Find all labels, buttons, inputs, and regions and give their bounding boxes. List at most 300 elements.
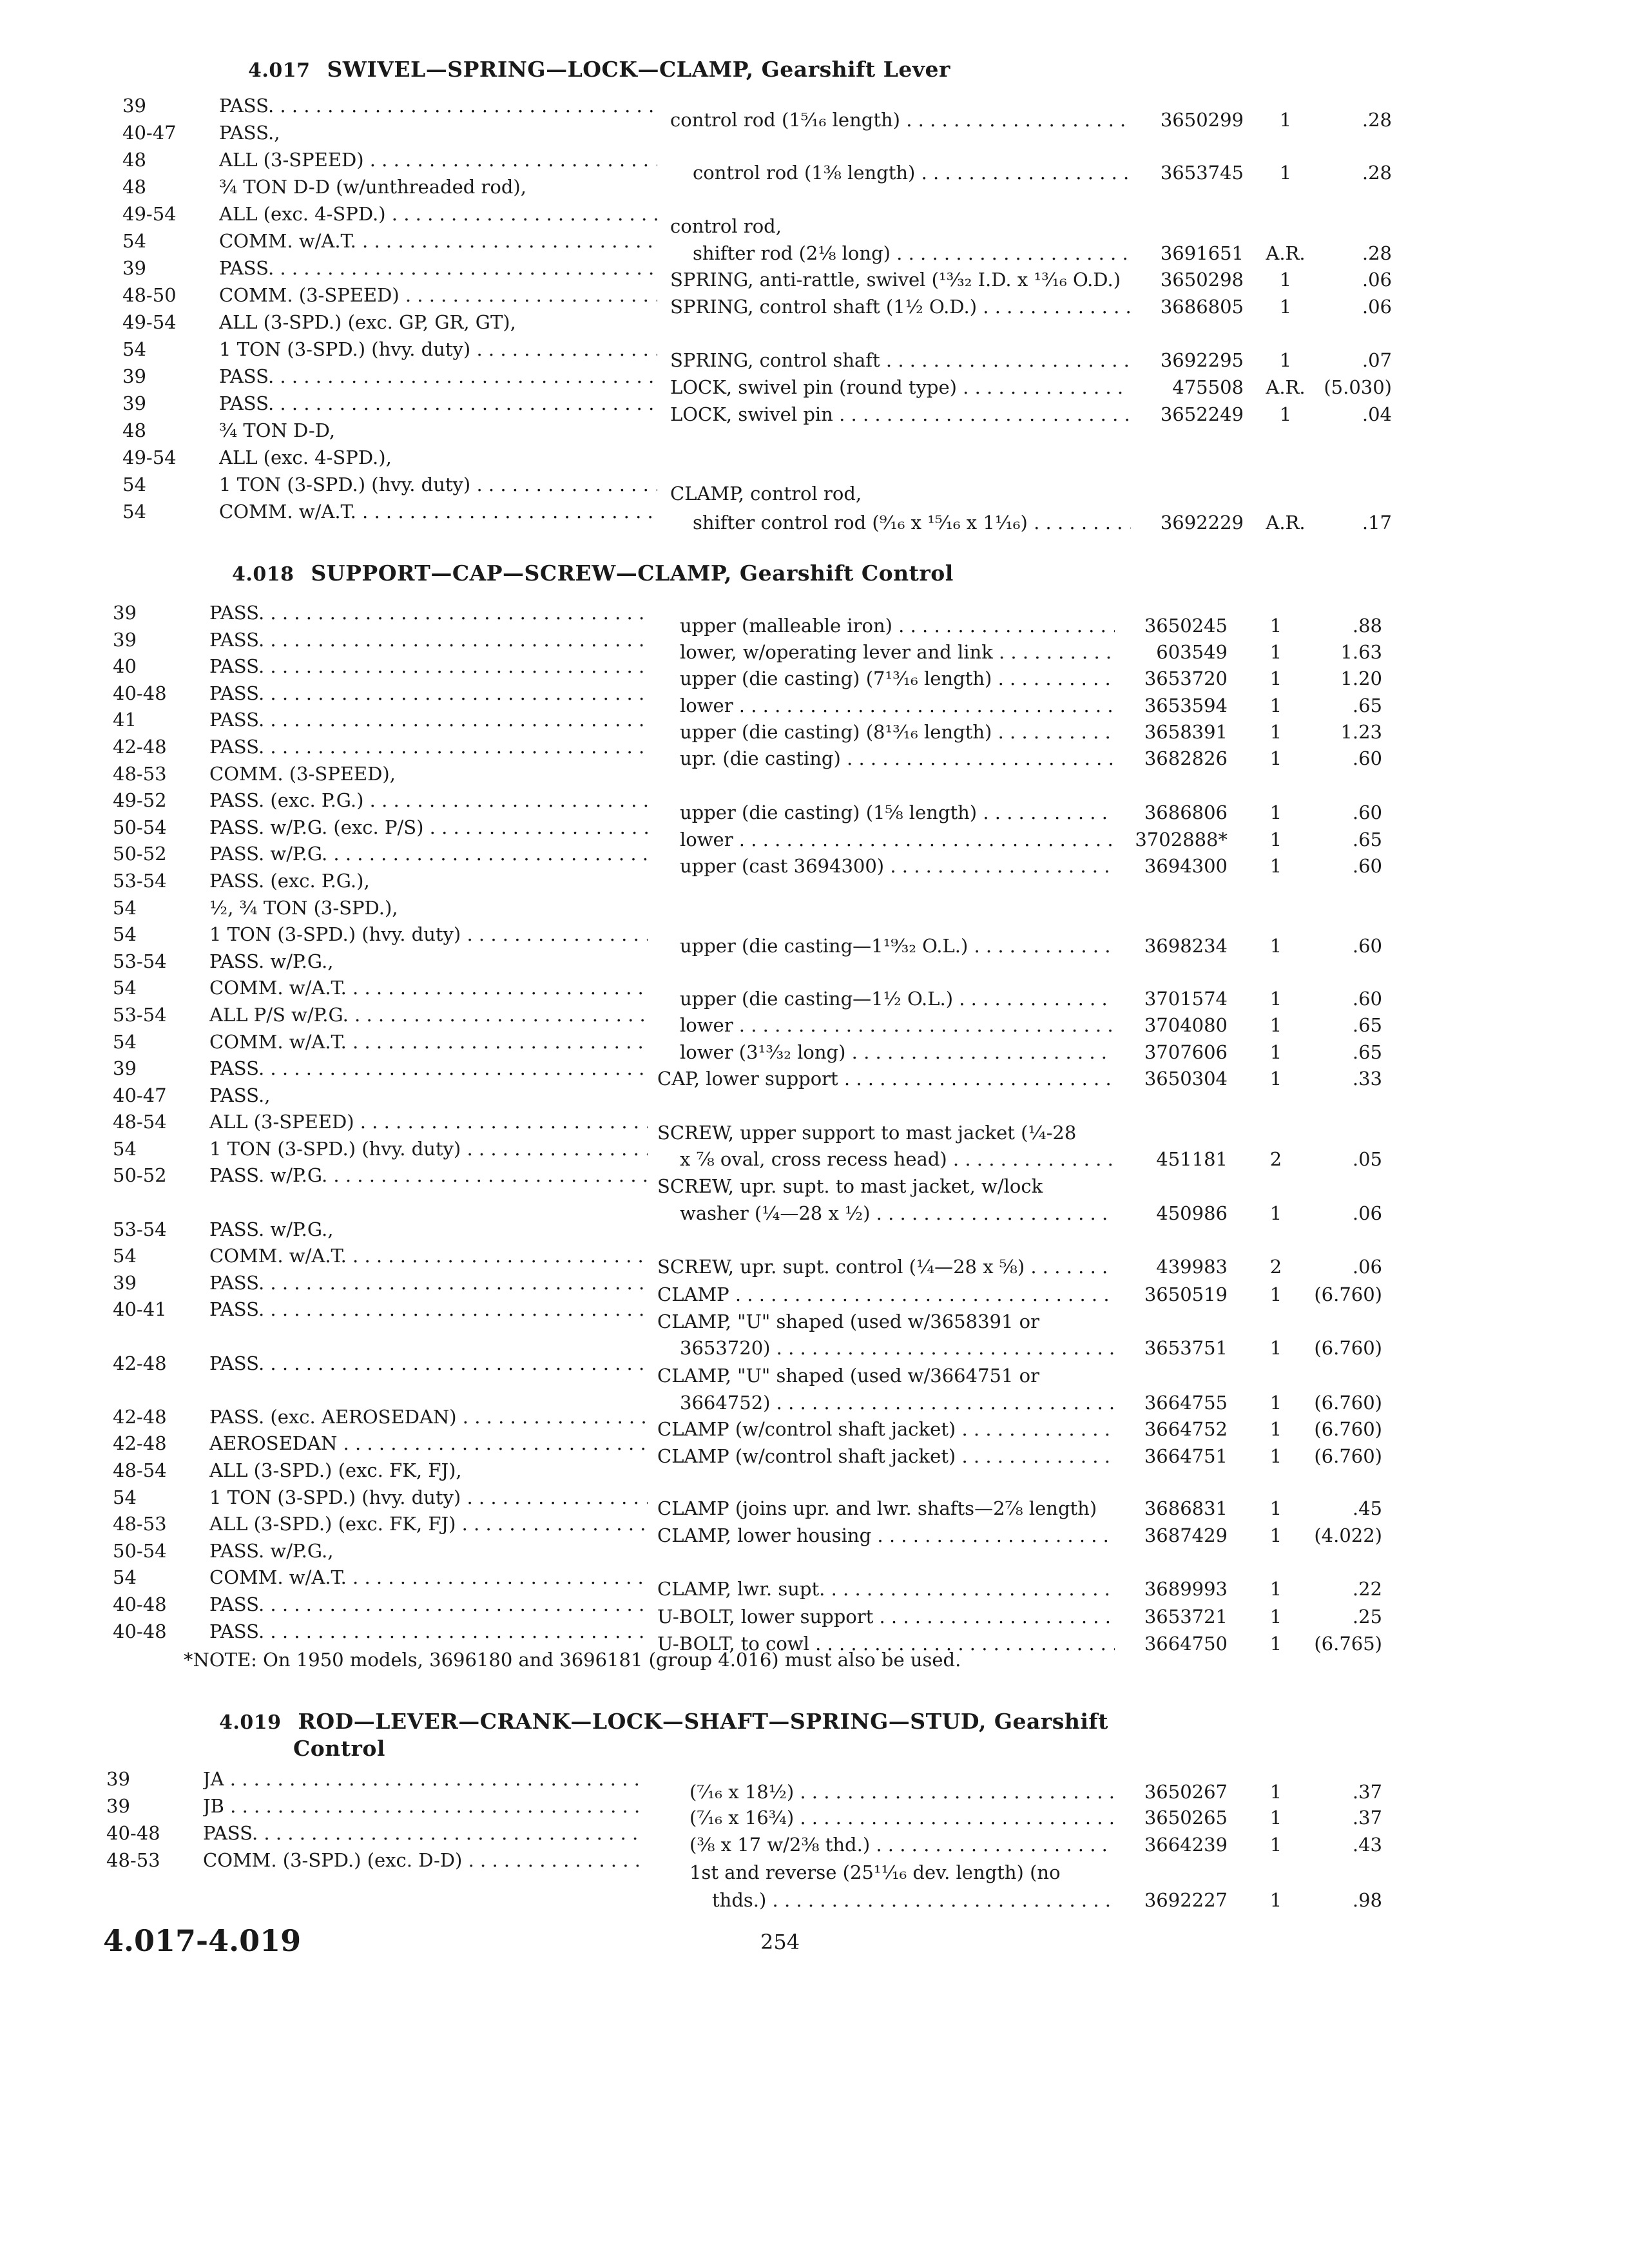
part-row (657, 1522, 1418, 1549)
part-number: 451181 (1156, 1148, 1228, 1170)
part-quantity: 1 (1269, 1834, 1282, 1856)
model-year: 54 (113, 977, 137, 999)
model-row (113, 894, 641, 921)
model-name: ½, ¾ TON (3-SPD.), (209, 896, 398, 919)
part-description: lower . . . (657, 692, 1115, 719)
model-row (113, 787, 641, 814)
model-name: PASS. w/P.G. (exc. P/S) . . . (209, 814, 648, 841)
model-name: PASS. . . . (209, 1591, 648, 1618)
model-row (113, 974, 641, 1001)
part-row (689, 1831, 1418, 1858)
model-row (106, 1792, 635, 1820)
part-number: 3653745 (1160, 162, 1244, 184)
part-description: upper (die casting) (8¹³⁄₁₆ length) . . . (657, 718, 1115, 745)
model-year: 48 (122, 419, 146, 441)
model-name: ¾ TON D-D, (219, 419, 336, 441)
part-number: 3653721 (1144, 1606, 1228, 1628)
part-price: .65 (1352, 695, 1382, 716)
part-number: 3650299 (1160, 109, 1244, 131)
part-row (657, 1253, 1418, 1280)
part-quantity: A.R. (1266, 512, 1306, 533)
part-description: 3653720) . . . (657, 1334, 1115, 1361)
part-quantity: 1 (1269, 1283, 1282, 1305)
part-number: 3653720 (1144, 668, 1228, 689)
model-name: PASS. w/P.G. . . . (209, 1162, 648, 1189)
section-number: 4.017 (248, 59, 311, 82)
model-name: COMM. w/A.T. . . . (209, 1028, 648, 1055)
part-quantity: 1 (1269, 1633, 1282, 1655)
part-number: 3653751 (1144, 1337, 1228, 1359)
part-row (670, 401, 1418, 428)
model-year: 49-54 (122, 203, 177, 225)
part-quantity: 1 (1269, 641, 1282, 663)
part-row (657, 718, 1418, 745)
model-year: 42-48 (113, 1432, 167, 1455)
part-price: .88 (1352, 615, 1382, 637)
part-price: .60 (1352, 855, 1382, 877)
part-row (657, 1575, 1418, 1602)
part-description: shifter rod (2⅛ long) . . . (670, 240, 1131, 267)
model-year: 53-54 (113, 1003, 167, 1026)
model-row (122, 119, 651, 146)
part-quantity: 1 (1269, 1014, 1282, 1036)
part-row (657, 932, 1418, 959)
part-description: upper (die casting) (7¹³⁄₁₆ length) . . . (657, 665, 1115, 692)
section-number: 4.018 (232, 563, 294, 586)
model-name: PASS. (exc. AEROSEDAN) . . . (209, 1403, 648, 1430)
part-quantity: A.R. (1266, 376, 1306, 398)
model-row (113, 1162, 641, 1189)
model-year: 54 (113, 1137, 137, 1160)
part-price: 1.23 (1340, 721, 1382, 743)
part-row (657, 665, 1418, 692)
part-price: .04 (1362, 403, 1392, 425)
part-row (657, 1281, 1418, 1308)
part-row (657, 1308, 1418, 1335)
model-name: ALL (exc. 4-SPD.), (219, 447, 392, 468)
part-price: .33 (1352, 1068, 1382, 1090)
model-row (113, 1108, 641, 1135)
model-name: PASS. . . . (209, 1296, 648, 1323)
model-name: 1 TON (3-SPD.) (hvy. duty) . . . (209, 921, 648, 948)
model-row (122, 227, 651, 255)
part-number: 3650298 (1160, 269, 1244, 291)
part-number: 3650519 (1144, 1283, 1228, 1305)
model-row (122, 417, 651, 444)
model-row (113, 1242, 641, 1269)
section-title-4017 (248, 57, 950, 84)
model-row (106, 1847, 635, 1874)
part-number: 3694300 (1144, 855, 1228, 877)
part-description: upper (die casting—1¹⁹⁄₃₂ O.L.) . . . (657, 932, 1115, 959)
part-quantity: 1 (1269, 668, 1282, 689)
part-price: .65 (1352, 1014, 1382, 1036)
model-row (106, 1765, 635, 1792)
model-year: 42-48 (113, 735, 167, 758)
model-row (113, 1430, 641, 1457)
part-quantity: 1 (1269, 721, 1282, 743)
part-price: .17 (1362, 512, 1392, 533)
part-number: 475508 (1172, 376, 1244, 398)
model-year: 48-54 (113, 1459, 167, 1481)
model-row (113, 1484, 641, 1511)
part-row (657, 1039, 1418, 1066)
part-row (689, 1804, 1418, 1831)
part-price: .28 (1362, 109, 1392, 131)
model-name: ALL P/S w/P.G. . . . (209, 1001, 648, 1028)
part-row (657, 1012, 1418, 1039)
part-quantity: 1 (1269, 695, 1282, 716)
part-description: shifter control rod (⁹⁄₁₆ x ¹⁵⁄₁₆ x 1¹⁄₁₆) . . . (670, 509, 1131, 536)
part-price: .06 (1362, 296, 1392, 318)
model-row (113, 1618, 641, 1645)
model-row (113, 840, 641, 867)
model-row (113, 1216, 641, 1243)
part-number: 3682826 (1144, 747, 1228, 769)
part-row (657, 1173, 1418, 1200)
part-price: .60 (1352, 935, 1382, 957)
model-name: PASS. . . . (209, 1350, 648, 1377)
model-row (113, 599, 641, 626)
model-row (113, 1564, 641, 1591)
part-number: 3664752 (1144, 1418, 1228, 1440)
model-year: 40-48 (113, 1593, 167, 1615)
model-year: 54 (113, 1245, 137, 1267)
model-name: COMM. (3-SPD.) (exc. D-D) . . . (203, 1847, 641, 1874)
model-row (113, 921, 641, 948)
section-heading-line2: Control (293, 1736, 385, 1761)
part-quantity: 1 (1269, 747, 1282, 769)
model-row (113, 948, 641, 975)
model-row (122, 471, 651, 498)
part-quantity: 2 (1269, 1148, 1282, 1170)
model-column-4017 (122, 92, 651, 525)
model-row (113, 1376, 641, 1403)
part-number: 3689993 (1144, 1578, 1228, 1600)
model-year: 50-52 (113, 843, 167, 865)
model-year: 39 (113, 628, 137, 651)
part-price: .60 (1352, 988, 1382, 1010)
part-description: CLAMP (joins upr. and lwr. shafts—2⅞ length) (657, 1497, 1097, 1519)
model-name: PASS. (exc. P.G.) . . . (209, 787, 648, 814)
part-number: 3664239 (1144, 1834, 1228, 1856)
part-description: CLAMP, "U" shaped (used w/3658391 or (657, 1311, 1039, 1332)
part-number: 3686831 (1144, 1497, 1228, 1519)
model-year: 40-47 (113, 1084, 167, 1106)
part-description: upper (cast 3694300) . . . (657, 852, 1115, 879)
model-year: 50-54 (113, 1539, 167, 1562)
model-year: 39 (113, 602, 137, 624)
part-description: SPRING, control shaft (1½ O.D.) . . . (670, 293, 1131, 320)
part-price: .25 (1352, 1606, 1382, 1628)
part-quantity: 1 (1269, 1497, 1282, 1519)
part-quantity: 1 (1269, 1445, 1282, 1467)
page-number: 254 (760, 1930, 800, 1954)
model-name: PASS. w/P.G. . . . (209, 840, 648, 867)
model-year: 39 (113, 1271, 137, 1294)
part-number: 439983 (1156, 1256, 1228, 1278)
model-name: PASS., (209, 1084, 271, 1106)
part-row (670, 240, 1418, 267)
model-column-4019 (106, 1765, 635, 1874)
part-row (657, 612, 1418, 639)
part-price: .06 (1352, 1202, 1382, 1224)
part-row (670, 293, 1418, 320)
part-price: .06 (1362, 269, 1392, 291)
part-row (657, 745, 1418, 772)
model-name: PASS. . . . (209, 626, 648, 653)
model-year: 54 (113, 1566, 137, 1589)
model-year: 40-48 (113, 1620, 167, 1642)
model-name: COMM. w/A.T. . . . (209, 974, 648, 1001)
part-row (670, 480, 1418, 507)
part-number: 450986 (1156, 1202, 1228, 1224)
part-number: 3664751 (1144, 1445, 1228, 1467)
part-description: lower . . . (657, 1012, 1115, 1039)
part-number: 3707606 (1144, 1041, 1228, 1063)
part-description: (⅜ x 17 w/2⅜ thd.) . . . (689, 1831, 1115, 1858)
model-name: PASS. . . . (203, 1820, 641, 1847)
part-row (657, 1389, 1418, 1416)
part-row (657, 1416, 1418, 1443)
model-year: 49-54 (122, 447, 177, 468)
part-quantity: 1 (1279, 109, 1292, 131)
part-row (670, 106, 1418, 133)
part-description: 3664752) . . . (657, 1389, 1115, 1416)
part-description: SPRING, control shaft . . . (670, 347, 1131, 374)
part-price: (6.760) (1314, 1418, 1382, 1440)
model-year: 54 (122, 230, 146, 252)
part-row (657, 1495, 1418, 1522)
model-row (113, 1135, 641, 1162)
part-number: 3687429 (1144, 1524, 1228, 1546)
model-year: 41 (113, 709, 137, 731)
model-name: PASS. . . . (219, 363, 657, 390)
part-quantity: 1 (1269, 1392, 1282, 1414)
part-price: (6.760) (1314, 1337, 1382, 1359)
part-description: lower, w/operating lever and link . . . (657, 639, 1115, 666)
model-row (113, 680, 641, 707)
model-name: 1 TON (3-SPD.) (hvy. duty) . . . (219, 471, 657, 498)
part-row (657, 1334, 1418, 1361)
part-quantity: 1 (1279, 162, 1292, 184)
model-name: COMM. w/A.T. . . . (219, 498, 657, 525)
model-year: 40-48 (106, 1822, 160, 1844)
part-description: upper (die casting—1½ O.L.) . . . (657, 985, 1115, 1012)
model-year: 40-47 (122, 122, 177, 144)
part-row (657, 1362, 1418, 1389)
part-description: CAP, lower support . . . (657, 1065, 1115, 1092)
part-row (670, 213, 1418, 240)
part-price: (6.760) (1314, 1445, 1382, 1467)
model-year: 48-54 (113, 1111, 167, 1133)
part-description: CLAMP . . . (657, 1281, 1115, 1308)
section-heading: SWIVEL—SPRING—LOCK—CLAMP, Gearshift Lever (327, 57, 950, 82)
model-year: 39 (122, 95, 146, 117)
part-quantity: 1 (1269, 1524, 1282, 1546)
part-description: 1st and reverse (25¹¹⁄₁₆ dev. length) (no (689, 1861, 1061, 1883)
part-number: 3658391 (1144, 721, 1228, 743)
model-row (113, 1055, 641, 1082)
part-price: (4.022) (1314, 1524, 1382, 1546)
model-year: 54 (113, 896, 137, 919)
model-row (113, 1269, 641, 1296)
model-name: COMM. w/A.T. . . . (219, 227, 657, 255)
model-name: 1 TON (3-SPD.) (hvy. duty) . . . (209, 1135, 648, 1162)
model-row (122, 173, 651, 200)
model-year: 53-54 (113, 1218, 167, 1240)
part-number: 3664750 (1144, 1633, 1228, 1655)
part-quantity: 1 (1269, 988, 1282, 1010)
part-row (670, 347, 1418, 374)
model-year: 50-52 (113, 1164, 167, 1187)
part-price: .43 (1352, 1834, 1382, 1856)
model-row (113, 1591, 641, 1618)
model-year: 39 (122, 257, 146, 279)
model-name: 1 TON (3-SPD.) (hvy. duty) . . . (209, 1484, 648, 1511)
part-description: upper (malleable iron) . . . (657, 612, 1115, 639)
part-number: 3650265 (1144, 1807, 1228, 1829)
part-description: lower (3¹³⁄₃₂ long) . . . (657, 1039, 1115, 1066)
model-row (113, 1457, 641, 1484)
part-quantity: 1 (1269, 615, 1282, 637)
model-row (113, 760, 641, 787)
part-description: washer (¼—28 x ½) . . . (657, 1200, 1115, 1227)
section-number: 4.019 (219, 1711, 282, 1734)
part-price: .65 (1352, 829, 1382, 850)
model-name: COMM. w/A.T. . . . (209, 1242, 648, 1269)
part-price: (6.760) (1314, 1283, 1382, 1305)
model-year: 40-41 (113, 1298, 167, 1321)
model-row (122, 309, 651, 336)
model-name: COMM. (3-SPEED), (209, 762, 396, 785)
part-price: (6.760) (1314, 1392, 1382, 1414)
model-year: 54 (122, 501, 146, 523)
part-number: 3686806 (1144, 802, 1228, 823)
part-row (657, 1119, 1418, 1146)
section-title-4018 (232, 561, 954, 588)
model-name: ALL (3-SPEED) . . . (209, 1108, 648, 1135)
model-name: PASS. . . . (209, 1055, 648, 1082)
model-year: 50-54 (113, 816, 167, 838)
part-quantity: 1 (1269, 1578, 1282, 1600)
part-number: 3664755 (1144, 1392, 1228, 1414)
model-name: JA . . . (203, 1765, 641, 1792)
model-year: 48-53 (113, 762, 167, 785)
model-year: 39 (113, 1057, 137, 1080)
model-year: 49-54 (122, 311, 177, 333)
model-year: 54 (113, 1030, 137, 1053)
model-row (113, 867, 641, 894)
model-name: PASS. . . . (219, 92, 657, 119)
model-year: 49-52 (113, 789, 167, 812)
model-row (122, 498, 651, 525)
part-quantity: 1 (1269, 1041, 1282, 1063)
part-number: 3698234 (1144, 935, 1228, 957)
model-year: 39 (122, 392, 146, 414)
part-description: SCREW, upr. supt. control (¼—28 x ⅝) . . . (657, 1253, 1115, 1280)
model-year: 48 (122, 149, 146, 171)
part-description: control rod (1⅜ length) . . . (670, 159, 1131, 186)
model-name: ALL (exc. 4-SPD.) . . . (219, 200, 657, 227)
part-description: U-BOLT, to cowl . . . (657, 1630, 1115, 1657)
model-year: 42-48 (113, 1405, 167, 1428)
part-price: (5.030) (1324, 376, 1392, 398)
model-name: COMM. (3-SPEED) . . . (219, 282, 657, 309)
model-row (122, 282, 651, 309)
part-description: (⁷⁄₁₆ x 16¾) . . . (689, 1804, 1115, 1831)
part-price: .98 (1352, 1889, 1382, 1911)
part-description: control rod, (670, 215, 782, 237)
part-number: 3652249 (1160, 403, 1244, 425)
part-description: CLAMP, "U" shaped (used w/3664751 or (657, 1365, 1039, 1387)
part-row (670, 266, 1418, 293)
part-row (657, 1200, 1418, 1227)
part-row (657, 1065, 1418, 1092)
part-row (689, 1887, 1418, 1914)
section-heading: ROD—LEVER—CRANK—LOCK—SHAFT—SPRING—STUD, Gearshift (298, 1709, 1108, 1734)
part-number: 3653594 (1144, 695, 1228, 716)
model-name: PASS. . . . (219, 390, 657, 417)
model-row (113, 1189, 641, 1216)
part-quantity: 1 (1269, 802, 1282, 823)
part-number: 603549 (1156, 641, 1228, 663)
model-name: ALL (3-SPD.) (exc. FK, FJ) . . . (209, 1510, 648, 1537)
part-description: LOCK, swivel pin . . . (670, 401, 1131, 428)
part-number: 3650245 (1144, 615, 1228, 637)
model-year: 39 (106, 1795, 130, 1817)
model-name: AEROSEDAN . . . (209, 1430, 648, 1457)
part-description: upper (die casting) (1⅝ length) . . . (657, 799, 1115, 826)
part-quantity: 2 (1269, 1256, 1282, 1278)
model-year: 48-50 (122, 284, 177, 306)
model-row (113, 1082, 641, 1109)
part-row (657, 1603, 1418, 1630)
model-row (113, 1510, 641, 1537)
model-name: JB . . . (203, 1792, 641, 1820)
part-price: .07 (1362, 349, 1392, 371)
model-row (113, 626, 641, 653)
part-number: 3701574 (1144, 988, 1228, 1010)
model-year: 39 (122, 365, 146, 387)
model-row (122, 200, 651, 227)
model-name: PASS. . . . (209, 653, 648, 680)
model-row (106, 1820, 635, 1847)
model-name: ALL (3-SPEED) . . . (219, 146, 657, 173)
part-row (657, 985, 1418, 1012)
part-price: .45 (1352, 1497, 1382, 1519)
part-quantity: 1 (1269, 935, 1282, 957)
model-name: PASS. . . . (209, 706, 648, 733)
part-row (689, 1859, 1418, 1886)
model-name: PASS. w/P.G., (209, 1218, 334, 1240)
model-column-4018 (113, 599, 641, 1644)
model-name: PASS. . . . (209, 1269, 648, 1296)
model-year: 54 (122, 474, 146, 495)
model-row (113, 1323, 641, 1350)
model-row (122, 336, 651, 363)
model-year: 39 (106, 1768, 130, 1790)
part-number: 3650304 (1144, 1068, 1228, 1090)
part-price: .37 (1352, 1807, 1382, 1829)
part-price: .28 (1362, 242, 1392, 264)
part-description: U-BOLT, lower support . . . (657, 1603, 1115, 1630)
model-year: 48 (122, 176, 146, 198)
part-number: 3702888* (1135, 829, 1228, 850)
section-heading: SUPPORT—CAP—SCREW—CLAMP, Gearshift Control (311, 561, 954, 586)
model-name: ALL (3-SPD.) (exc. GP, GR, GT), (219, 311, 516, 333)
model-name: PASS. w/P.G., (209, 950, 334, 972)
